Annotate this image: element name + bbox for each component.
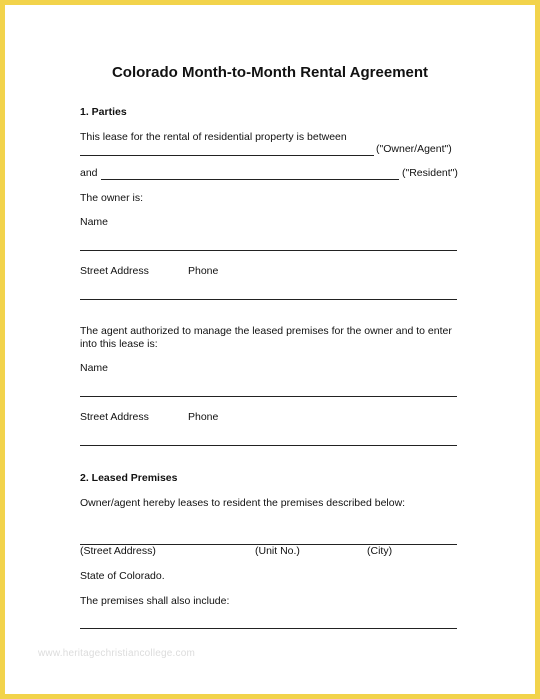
premises-intro-text: Owner/agent hereby leases to resident the premises described below: [80,497,406,509]
city-caption: (City) [367,545,393,557]
unit-number-caption: (Unit No.) [255,545,300,557]
watermark: www.heritagechristiancollege.com [38,648,196,659]
owner-street-address-label: Street Address [80,265,149,277]
lease-between-text: This lease for the rental of residential property is between [80,131,347,143]
owner-address-blank-line[interactable] [80,299,457,300]
agent-address-blank-line[interactable] [80,445,457,446]
owner-name-blank-line[interactable] [80,250,457,251]
state-text: State of Colorado. [80,570,165,582]
agent-phone-label: Phone [188,411,219,423]
document-title: Colorado Month-to-Month Rental Agreement [111,64,429,81]
resident-label: ("Resident") [402,167,458,179]
owner-agent-blank-line[interactable] [80,155,374,156]
agent-authorized-text: The agent authorized to manage the leased premises for the owner and to enter into this lease is: [80,325,452,350]
and-label: and [80,167,98,179]
owner-agent-label: ("Owner/Agent") [376,143,452,155]
street-address-caption: (Street Address) [80,545,156,557]
premises-include-blank-line[interactable] [80,628,457,629]
agent-street-address-label: Street Address [80,411,149,423]
section-heading-leased-premises: 2. Leased Premises [80,472,178,484]
owner-is-text: The owner is: [80,192,144,204]
agent-name-label: Name [80,362,109,374]
owner-name-label: Name [80,216,109,228]
owner-phone-label: Phone [188,265,219,277]
agent-name-blank-line[interactable] [80,396,457,397]
resident-blank-line[interactable] [101,179,399,180]
section-heading-parties: 1. Parties [80,106,127,118]
premises-also-include-text: The premises shall also include: [80,595,230,607]
